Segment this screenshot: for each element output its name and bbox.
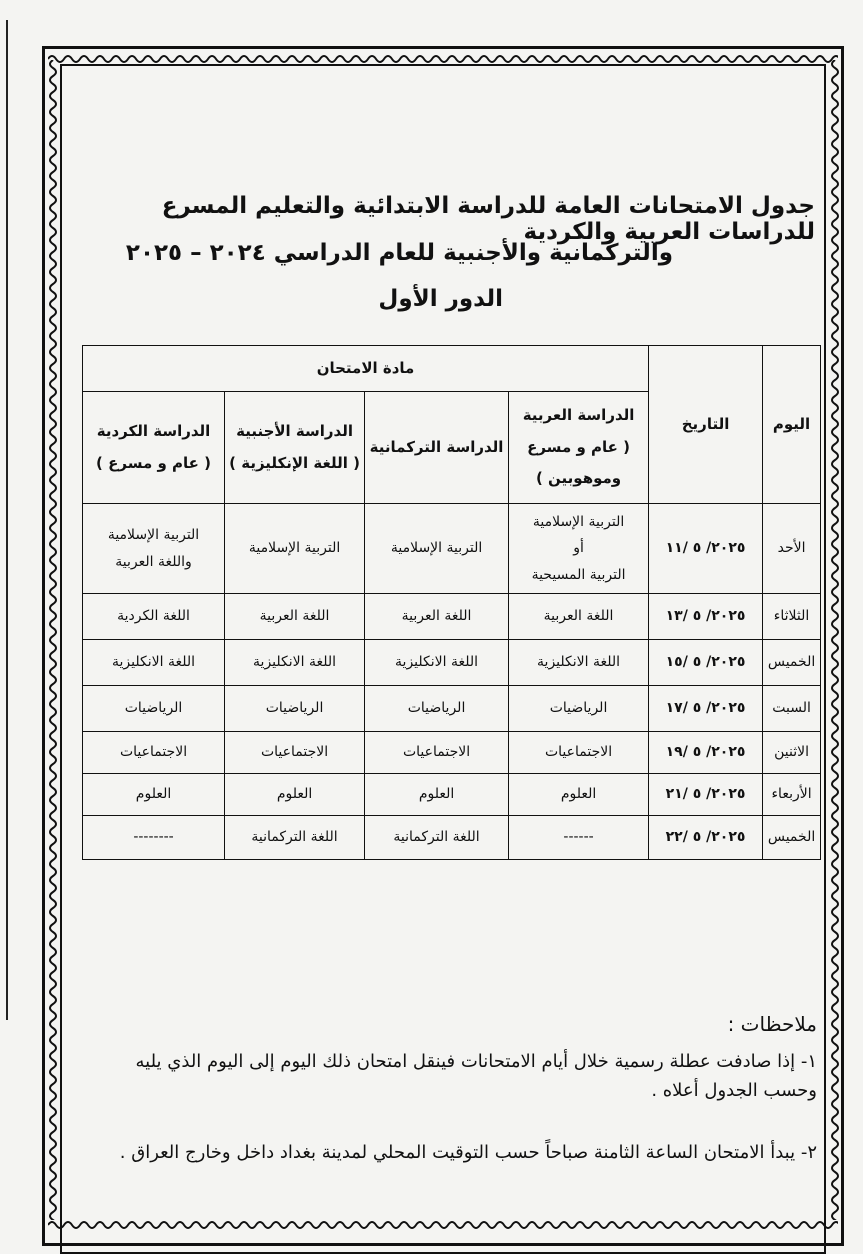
column-header-text: الدراسة التركمانية bbox=[369, 437, 504, 456]
wavy-border-top bbox=[48, 52, 838, 66]
subject-cell: الرياضيات bbox=[83, 686, 225, 732]
table-row bbox=[83, 732, 821, 774]
subject-cell: الاجتماعيات bbox=[83, 732, 225, 774]
day-cell: الخميس bbox=[763, 640, 821, 686]
date-cell: ٢٠٢٥/ ٥ /١٣ bbox=[649, 594, 763, 640]
table-row bbox=[83, 774, 821, 816]
note-2: ٢- يبدأ الامتحان الساعة الثامنة صباحاً حسب التوقيت المحلي لمدينة بغداد داخل وخارج العراق . bbox=[119, 1142, 817, 1163]
subject-cell: التربية الإسلامية bbox=[225, 504, 365, 594]
column-header-text: الدراسة الكردية bbox=[96, 422, 211, 440]
column-header-text: ( اللغة الإنكليزية ) bbox=[229, 453, 360, 472]
subject-cell: -------- bbox=[83, 816, 225, 860]
date-cell: ٢٠٢٥/ ٥ /١٩ bbox=[649, 732, 763, 774]
subject-cell: العلوم bbox=[83, 774, 225, 816]
subject-cell: التربية الإسلامية أو التربية المسيحية bbox=[509, 504, 649, 594]
table-row bbox=[83, 686, 821, 732]
date-cell: ٢٠٢٥/ ٥ /١٥ bbox=[649, 640, 763, 686]
page-edge-line bbox=[6, 20, 8, 1020]
subject-cell: الرياضيات bbox=[365, 686, 509, 732]
day-cell: الخميس bbox=[763, 816, 821, 860]
title-line-1: جدول الامتحانات العامة للدراسة الابتدائية والتعليم المسرع للدراسات العربية والكردية bbox=[161, 193, 815, 245]
column-header-2 bbox=[365, 392, 509, 504]
subject-cell: اللغة الانكليزية bbox=[509, 640, 649, 686]
header-day: اليوم bbox=[763, 346, 821, 504]
note-1: ١- إذا صادفت عطلة رسمية خلال أيام الامتحانات فينقل امتحان ذلك اليوم إلى اليوم الذي يليه وحسب الجدول أعلاه . bbox=[135, 1051, 817, 1101]
subject-cell: الرياضيات bbox=[225, 686, 365, 732]
day-cell: الأحد bbox=[763, 504, 821, 594]
subject-cell: اللغة التركمانية bbox=[365, 816, 509, 860]
subject-cell: اللغة العربية bbox=[509, 594, 649, 640]
table-row bbox=[83, 504, 821, 594]
subject-cell: الاجتماعيات bbox=[509, 732, 649, 774]
subject-cell: اللغة العربية bbox=[365, 594, 509, 640]
title-line-3: الدور الأول bbox=[378, 286, 503, 312]
table-row bbox=[83, 594, 821, 640]
subject-cell: اللغة التركمانية bbox=[225, 816, 365, 860]
subject-cell: اللغة الانكليزية bbox=[225, 640, 365, 686]
subject-cell: العلوم bbox=[509, 774, 649, 816]
subject-cell: الاجتماعيات bbox=[225, 732, 365, 774]
subject-cell: اللغة الانكليزية bbox=[83, 640, 225, 686]
column-header-1 bbox=[509, 392, 649, 504]
exam-schedule-table bbox=[82, 345, 821, 860]
column-header-text: ( عام و مسرع ) bbox=[96, 453, 211, 472]
notes-heading: ملاحظات : bbox=[727, 1012, 817, 1036]
day-cell: الأربعاء bbox=[763, 774, 821, 816]
date-cell: ٢٠٢٥/ ٥ /١١ bbox=[649, 504, 763, 594]
subject-cell: ------ bbox=[509, 816, 649, 860]
column-header-text: وموهوبين ) bbox=[535, 469, 622, 488]
day-cell: الاثنين bbox=[763, 732, 821, 774]
day-cell: الثلاثاء bbox=[763, 594, 821, 640]
day-cell: السبت bbox=[763, 686, 821, 732]
subject-cell: اللغة العربية bbox=[225, 594, 365, 640]
column-header-text: ( عام و مسرع bbox=[527, 437, 630, 456]
column-header-4 bbox=[83, 392, 225, 504]
subject-cell: اللغة الانكليزية bbox=[365, 640, 509, 686]
subject-cell: اللغة الكردية bbox=[83, 594, 225, 640]
subject-cell: التربية الإسلامية bbox=[365, 504, 509, 594]
subject-cell: العلوم bbox=[225, 774, 365, 816]
wavy-border-right bbox=[828, 60, 842, 1220]
column-header-text: الدراسة الأجنبية bbox=[236, 422, 353, 440]
header-subject: مادة الامتحان bbox=[83, 346, 649, 392]
table-row bbox=[83, 640, 821, 686]
wavy-border-bottom bbox=[48, 1218, 838, 1232]
table-row bbox=[83, 816, 821, 860]
header-date: التاريخ bbox=[649, 346, 763, 504]
subject-cell: الاجتماعيات bbox=[365, 732, 509, 774]
column-header-3 bbox=[225, 392, 365, 504]
subject-cell: الرياضيات bbox=[509, 686, 649, 732]
wavy-border-left bbox=[46, 60, 60, 1220]
subject-cell: التربية الإسلامية واللغة العربية bbox=[83, 504, 225, 594]
title-line-2: والتركمانية والأجنبية للعام الدراسي ٢٠٢٤ – ٢٠٢٥ bbox=[125, 240, 673, 266]
subject-cell: العلوم bbox=[365, 774, 509, 816]
date-cell: ٢٠٢٥/ ٥ /١٧ bbox=[649, 686, 763, 732]
date-cell: ٢٠٢٥/ ٥ /٢١ bbox=[649, 774, 763, 816]
column-header-text: الدراسة العربية bbox=[522, 406, 635, 425]
date-cell: ٢٠٢٥/ ٥ /٢٢ bbox=[649, 816, 763, 860]
